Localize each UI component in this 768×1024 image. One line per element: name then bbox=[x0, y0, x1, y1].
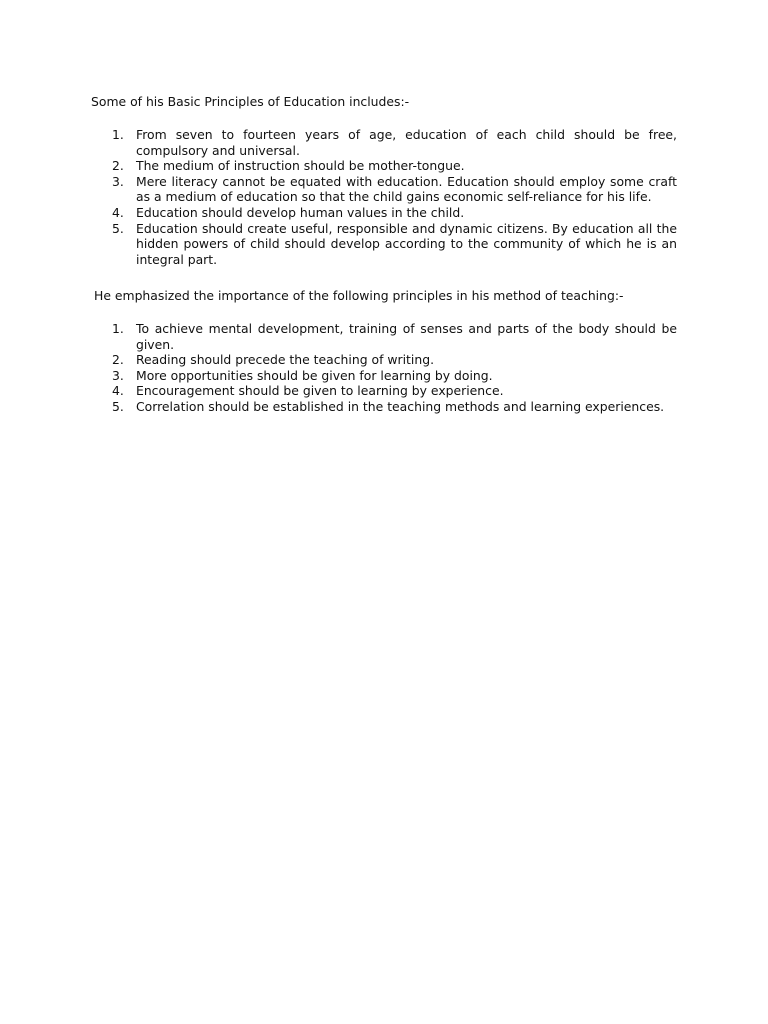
list-item bbox=[0, 321, 677, 352]
list-item-text: The medium of instruction should be mother-tongue. bbox=[136, 158, 465, 174]
list-item-number: 3. bbox=[112, 173, 124, 189]
list-item-text: Education should create useful, responsible and dynamic citizens. By education all the hidden powers of child should develop according to the community of which he is an integral part. bbox=[136, 220, 677, 267]
list-item-text: Reading should precede the teaching of writing. bbox=[136, 352, 435, 368]
list-item-number: 5. bbox=[112, 220, 124, 236]
list-item-number: 2. bbox=[112, 158, 124, 174]
list-item-number: 3. bbox=[112, 367, 124, 383]
list-item-number: 5. bbox=[112, 398, 124, 414]
list-item bbox=[0, 399, 677, 415]
list-item bbox=[0, 127, 677, 158]
list-item-number: 2. bbox=[112, 352, 124, 368]
section-2-intro: He emphasized the importance of the following principles in his method of teaching:- bbox=[94, 288, 624, 303]
list-item-text: Correlation should be established in the teaching methods and learning experiences. bbox=[136, 398, 665, 414]
list-item-text: To achieve mental development, training of senses and parts of the body should be given. bbox=[136, 321, 677, 352]
list-item bbox=[0, 383, 677, 399]
list-item bbox=[0, 174, 677, 205]
list-item-number: 1. bbox=[112, 321, 124, 336]
list-item-text: Education should develop human values in the child. bbox=[136, 204, 465, 220]
list-item bbox=[0, 368, 677, 384]
list-item bbox=[0, 205, 677, 221]
section-1-intro: Some of his Basic Principles of Education includes:- bbox=[91, 94, 410, 109]
list-item-number: 4. bbox=[112, 204, 124, 220]
list-item bbox=[0, 221, 677, 268]
list-item-text: Mere literacy cannot be equated with education. Education should employ some craft as a medium of education so that the child gains economic self-reliance for his life. bbox=[136, 173, 677, 205]
list-item-number: 4. bbox=[112, 383, 124, 399]
list-item-text: Encouragement should be given to learning by experience. bbox=[136, 383, 504, 399]
list-item bbox=[0, 158, 677, 174]
list-item bbox=[0, 352, 677, 368]
list-item-text: More opportunities should be given for learning by doing. bbox=[136, 367, 493, 383]
education-principles-list bbox=[0, 127, 768, 267]
teaching-principles-list bbox=[0, 321, 768, 415]
list-item-number: 1. bbox=[112, 127, 124, 142]
list-item-text: From seven to fourteen years of age, education of each child should be free, compulsory and universal. bbox=[136, 127, 677, 158]
